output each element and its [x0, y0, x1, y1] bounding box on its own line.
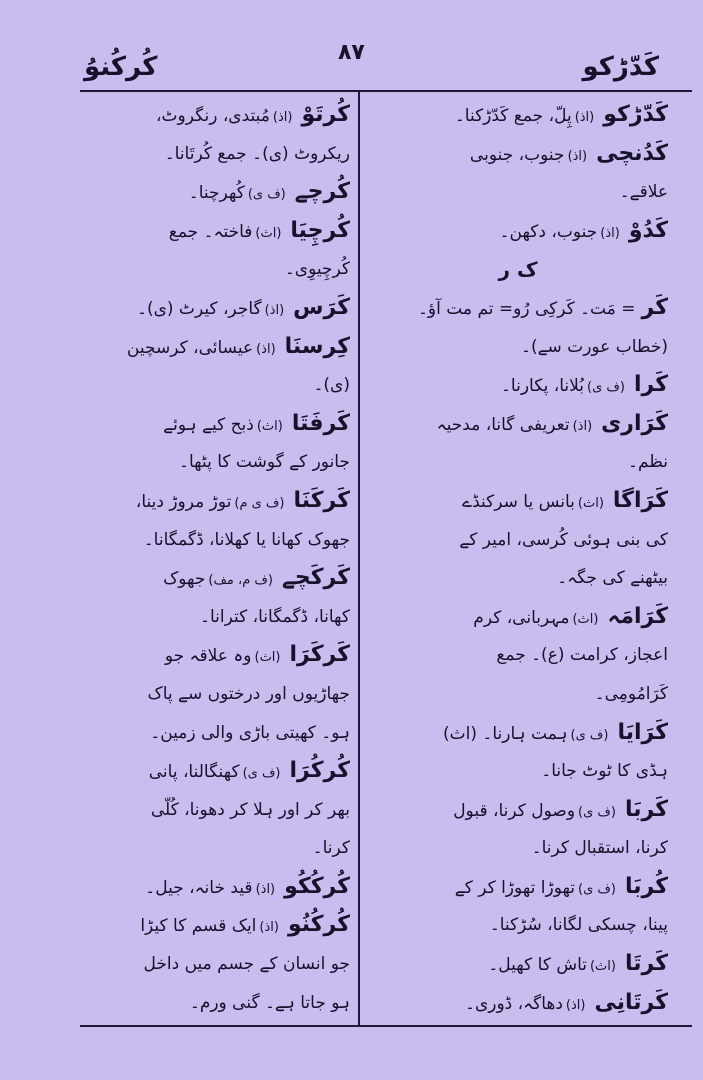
grammar-tag: (اذ): [272, 110, 293, 125]
dictionary-entry: [368, 984, 668, 1023]
headword: کُربَا: [624, 873, 668, 899]
grammar-tag: (ف ی م): [234, 495, 285, 511]
definition-text: کرنا، استقبال کرنا۔: [531, 838, 668, 859]
definition-text: جھوک: [163, 569, 206, 590]
definition-text: ذبح کیے ہوئے: [163, 414, 254, 435]
entry-continuation: [368, 829, 668, 868]
headword: کِرسنَا: [284, 333, 350, 359]
grammar-tag: (اث): [572, 611, 599, 627]
definition-text: کھنگالنا، پانی: [148, 762, 240, 783]
headword: کَرَاری: [601, 410, 668, 436]
definition-text: ہو۔ کھیتی باڑی والی زمین۔: [150, 722, 350, 743]
header-rule: [80, 90, 692, 92]
headword: کَدُنچی: [596, 140, 668, 166]
headword: کَرکَنَا: [293, 487, 350, 513]
definition-text: (ی)۔: [313, 375, 350, 396]
entry-continuation: [86, 714, 350, 753]
grammar-tag: (اذ): [255, 881, 276, 897]
definition-text: وہ علاقہ جو: [164, 646, 252, 667]
headword: کَرکَچے: [281, 565, 350, 591]
dictionary-entry: [86, 289, 350, 328]
definition-text: مُبتدی، رنگروٹ،: [156, 106, 270, 126]
entry-continuation: [86, 135, 350, 174]
definition-text: تھوڑا تھوڑا کر کے: [454, 877, 576, 898]
definition-text: جھوک کھانا یا کھلانا، ڈگمگانا۔: [143, 529, 350, 550]
headword: کَرتَا: [624, 951, 668, 977]
grammar-tag: (اذ): [256, 341, 276, 357]
grammar-tag: (اث): [577, 495, 604, 511]
dictionary-entry: [86, 752, 350, 791]
definition-text: کھانا، ڈگمگانا، کترانا۔: [200, 606, 350, 627]
entry-continuation: [86, 366, 350, 405]
dictionary-entry: [368, 212, 668, 251]
definition-text: جو انسان کے جسم میں داخل: [143, 954, 350, 975]
definition-text: اعجاز، کرامت (ع)۔ جمع: [496, 645, 668, 666]
definition-text: گاجر، کیرٹ (ی)۔: [137, 298, 262, 319]
definition-text: کُھرچنا۔: [188, 183, 245, 204]
entry-continuation: [368, 328, 668, 367]
dictionary-entry: [86, 868, 350, 907]
section-heading: ک ر: [498, 257, 538, 282]
entry-continuation: [86, 521, 350, 560]
definition-text: کُرچِیوِی۔: [284, 259, 350, 280]
grammar-tag: (اث): [589, 959, 616, 975]
headword: کُرتَوْ: [301, 102, 350, 127]
definition-text: قید خانہ، جیل۔: [145, 877, 253, 898]
grammar-tag: (اذ): [264, 302, 285, 318]
dictionary-entry: [368, 405, 668, 444]
definition-text: توڑ مروڑ دینا،: [135, 491, 232, 512]
dictionary-entry: [368, 366, 668, 405]
headword: کَربَا: [624, 796, 668, 822]
headword: کَرکَرَا: [289, 642, 350, 668]
definition-text: جھاڑیوں اور درختوں سے پاک: [147, 683, 350, 704]
definition-text: کَرَامُومِی۔: [594, 683, 668, 704]
grammar-tag: (ف ی): [578, 804, 616, 820]
definition-text: بیٹھنے کی جگہ۔: [557, 568, 668, 589]
definition-text: جانور کے گوشت کا پٹھا۔: [178, 452, 350, 473]
right-column: [368, 96, 668, 1022]
entry-continuation: [368, 173, 668, 212]
headword: کَرَامَہ: [607, 603, 668, 629]
header-left-word: کُرکُنوُ: [84, 52, 158, 82]
grammar-tag: (اذ): [565, 997, 586, 1013]
definition-text: کرنا۔: [312, 838, 350, 859]
headword: کَدّڑکو: [603, 102, 668, 127]
dictionary-entry: [86, 96, 350, 135]
definition-text: جنوب، دکھن۔: [499, 221, 598, 242]
entry-continuation: [368, 675, 668, 714]
dictionary-entry: [86, 482, 350, 521]
dictionary-entry: [368, 289, 668, 328]
definition-text: ایک قسم کا کیڑا: [140, 916, 257, 937]
entry-continuation: [368, 752, 668, 791]
grammar-tag: (ف ی): [247, 187, 286, 203]
entry-continuation: [368, 636, 668, 675]
definition-text: تعریفی گانا، مدحیہ: [436, 414, 570, 435]
definition-text: پینا، چسکی لگانا، سُڑکنا۔: [489, 915, 668, 936]
definition-text: ہو جاتا ہے۔ گنی ورم۔: [189, 992, 350, 1013]
definition-text: ہمت ہارنا۔ (اث): [443, 723, 568, 744]
footer-rule: [80, 1025, 692, 1027]
definition-text: = مَت۔ کَرکِی رُو= تم مت آؤ۔: [417, 298, 636, 319]
left-column: [86, 96, 350, 1022]
dictionary-entry: [368, 945, 668, 984]
dictionary-entry: [86, 173, 350, 212]
headword: کُرچے: [294, 179, 350, 205]
grammar-tag: (ف ی): [578, 881, 616, 897]
headword: کَرَایَا: [617, 719, 668, 745]
headword: کَر: [641, 294, 668, 320]
headword: کَرَس: [293, 294, 350, 320]
entry-continuation: [86, 598, 350, 637]
entry-continuation: [86, 675, 350, 714]
headword: کَرا: [633, 372, 668, 398]
grammar-tag: (اث): [254, 650, 281, 666]
definition-text: پِلّ، جمع کَدّڑکنا۔: [454, 106, 572, 126]
headword: کَدُوْ: [628, 217, 668, 243]
grammar-tag: (ف ی): [570, 727, 609, 743]
entry-continuation: [86, 791, 350, 830]
dictionary-entry: [368, 135, 668, 174]
header-right-word: کَدّڑکو: [582, 52, 659, 82]
definition-text: کی بنی ہوئی کُرسی، امیر کے: [459, 529, 668, 550]
entry-continuation: [86, 984, 350, 1023]
entry-continuation: [368, 906, 668, 945]
definition-text: بانس یا سرکنڈے: [462, 491, 575, 512]
definition-text: ریکروٹ (ی)۔ جمع کُرتَانا۔: [164, 143, 350, 164]
dictionary-entry: [368, 482, 668, 521]
definition-text: فاختہ۔ جمع: [168, 221, 253, 242]
grammar-tag: (ف ی): [587, 380, 625, 396]
headword: کُرچِیَا: [290, 217, 350, 243]
grammar-tag: (اذ): [567, 148, 588, 164]
grammar-tag: (اذ): [600, 225, 620, 241]
page-number: ۸۷: [338, 40, 365, 65]
headword: کَرتَانِی: [594, 989, 668, 1015]
dictionary-entry: [368, 791, 668, 830]
definition-text: ہڈی کا ٹوٹ جانا۔: [541, 761, 668, 782]
definition-text: نظم۔: [628, 452, 668, 473]
definition-text: (خطاب عورت سے)۔: [520, 336, 668, 357]
entry-continuation: [86, 443, 350, 482]
definition-text: علاقے۔: [619, 182, 668, 203]
grammar-tag: (ف ی): [242, 766, 281, 782]
page-header: [0, 0, 703, 92]
entry-continuation: [368, 443, 668, 482]
definition-text: بھر کر اور ہلا کر دھونا، کُلّی: [150, 799, 350, 820]
headword: کُرکُکُو: [284, 873, 350, 899]
definition-text: دھاگہ، ڈوری۔: [465, 993, 563, 1014]
column-divider: [358, 92, 360, 1025]
definition-text: وصول کرنا، قبول: [453, 800, 576, 821]
grammar-tag: (اذ): [574, 110, 595, 125]
dictionary-entry: [368, 868, 668, 907]
definition-text: جنوب، جنوبی: [469, 144, 565, 165]
grammar-tag: (اث): [255, 225, 282, 241]
grammar-tag: (اذ): [572, 418, 593, 434]
dictionary-entry: [86, 906, 350, 945]
headword: کَرَاگا: [612, 487, 668, 513]
dictionary-entry: [368, 598, 668, 637]
grammar-tag: (اث): [256, 418, 283, 434]
grammar-tag: (ف م، مف): [208, 573, 273, 589]
dictionary-entry: [368, 96, 668, 135]
dictionary-entry: [368, 714, 668, 753]
entry-continuation: [86, 250, 350, 289]
entry-continuation: [368, 250, 668, 289]
dictionary-entry: [86, 559, 350, 598]
dictionary-entry: [86, 212, 350, 251]
headword: کُرکُرَا: [289, 758, 350, 784]
entry-continuation: [368, 559, 668, 598]
definition-text: بُلانا، پکارنا۔: [500, 376, 585, 397]
entry-continuation: [86, 829, 350, 868]
headword: کَرفَتَا: [291, 410, 350, 436]
definition-text: مہربانی، کرم: [473, 607, 570, 628]
entry-continuation: [368, 521, 668, 560]
dictionary-entry: [86, 405, 350, 444]
definition-text: تاش کا کھیل۔: [488, 955, 587, 976]
grammar-tag: (اذ): [259, 920, 279, 936]
dictionary-entry: [86, 636, 350, 675]
definition-text: عیسائی، کرسچین: [126, 337, 254, 358]
entry-continuation: [86, 945, 350, 984]
dictionary-entry: [86, 328, 350, 367]
headword: کُرکُنُو: [287, 912, 350, 938]
